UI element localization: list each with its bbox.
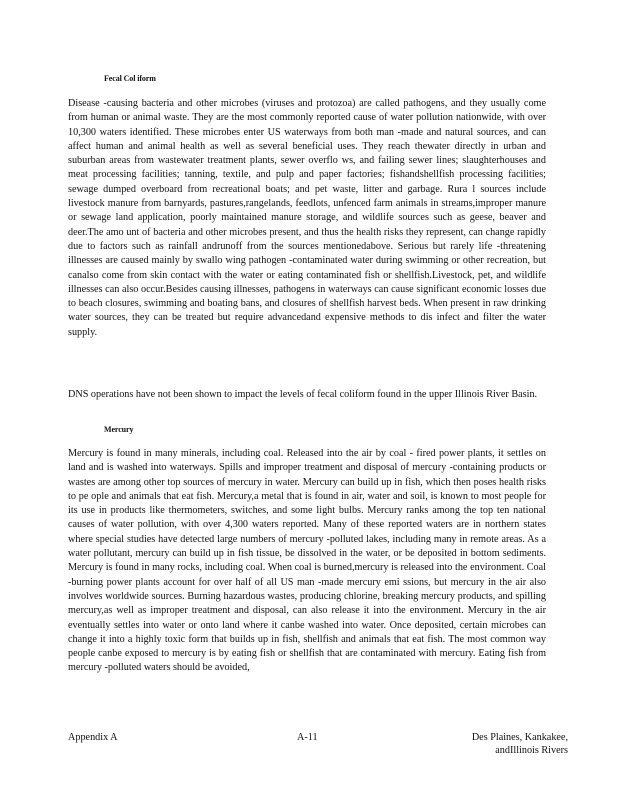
mercury-paragraph: Mercury is found in many minerals, including coal. Released into the air by coal - fired power plants, it settles on land and is washed into waterways. Spills and improper treatment and disposal of mercury -containing products or wastes are among other top sources of mercury in water. Mercury can build up in fish, which then poses health risks to pe ople and animals that eat fish. Mercury,a metal that is found in air, water and soil, is known to most people for its use in products like thermometers, switches, and some light bulbs. Mercury ranks among the top ten national causes of water pollution, with over 4,300 waters reported. Many of these reported waters are in northern states where special studies have detected large numbers of mercury -polluted lakes, including many in remote areas. As a water pollutant, mercury can build up in fish tissue, be dissolved in the water, or be deposited in bottom sediments. Mercury is found in many rocks, including coal. When coal is burned,mercury is released into the environment. Coal -burning power plants account for over half of all US man -made mercury emi ssions, but mercury in the air also involves worldwide sources. Burning hazardous wastes, producing chlorine, breaking mercury products, and spilling mercury,as well as improper treatment and disposal, can also release it into the environment. Mercury in the air eventually settles into water or onto land where it canbe washed into water. Once deposited, certain microbes can change it into a highly toxic form that builds up in fish, shellfish and animals that eat fish. The most common way people canbe exposed to mercury is by eating fish or shellfish that are contaminated with mercury. Eating fish from mercury -polluted waters should be avoided, [68,448,546,674]
fecal-coliform-paragraph: Disease -causing bacteria and other microbes (viruses and protozoa) are called pathogens, and they usually come from human or animal waste. They are the most commonly reported cause of water pollution nationwide, with over 10,300 waters identified. These microbes enter US waterways from both man -made and natural sources, and can affect human and animal health as well as several beneficial uses. They reach thewater directly in urban and suburban areas from wastewater treatment plants, sewer overflo ws, and failing sewer lines; slaughterhouses and meat processing facilities; tanning, textile, and pulp and paper factories; fishandshellfish processing facilities; sewage dumped overboard from recreational boats; and pet waste, litter and garbage. Rura l sources include livestock manure from barnyards, pastures,rangelands, feedlots, unfenced farm animals in streams,improper manure or sewage land application, poorly maintained manure storage, and wildlife sources such as geese, beaver and deer.The amo unt of bacteria and other microbes present, and thus the health risks they represent, can change rapidly due to factors such as rainfall andrunoff from the sources mentionedabove. Serious but rarely life -threatening illnesses are caused mainly by swallo wing pathogen -contaminated water during swimming or other recreation, but canalso come from skin contact with the water or eating contaminated fish or shellfish.Livestock, pet, and wildlife illnesses can also occur.Besides causing illnesses, pathogens in waterways can cause significant economic losses due to beach closures, swimming and boating bans, and closures of shellfish harvest beds. When present in raw drinking water sources, they can be treated but require advancedand expensive methods to dis infect and filter the water supply. [68,98,546,338]
footer-page-number: A-11 [297,732,318,743]
mercury-heading: Mercury [104,425,134,434]
footer-appendix-label: Appendix A [68,732,118,743]
dns-operations-paragraph: DNS operations have not been shown to impact the levels of fecal coliform found in the upper Illinois River Basin. [68,389,538,400]
footer-document-title: Des Plaines, Kankakee, andIllinois Rivers [471,732,568,756]
fecal-coliform-heading: Fecal Col iform [104,74,156,83]
